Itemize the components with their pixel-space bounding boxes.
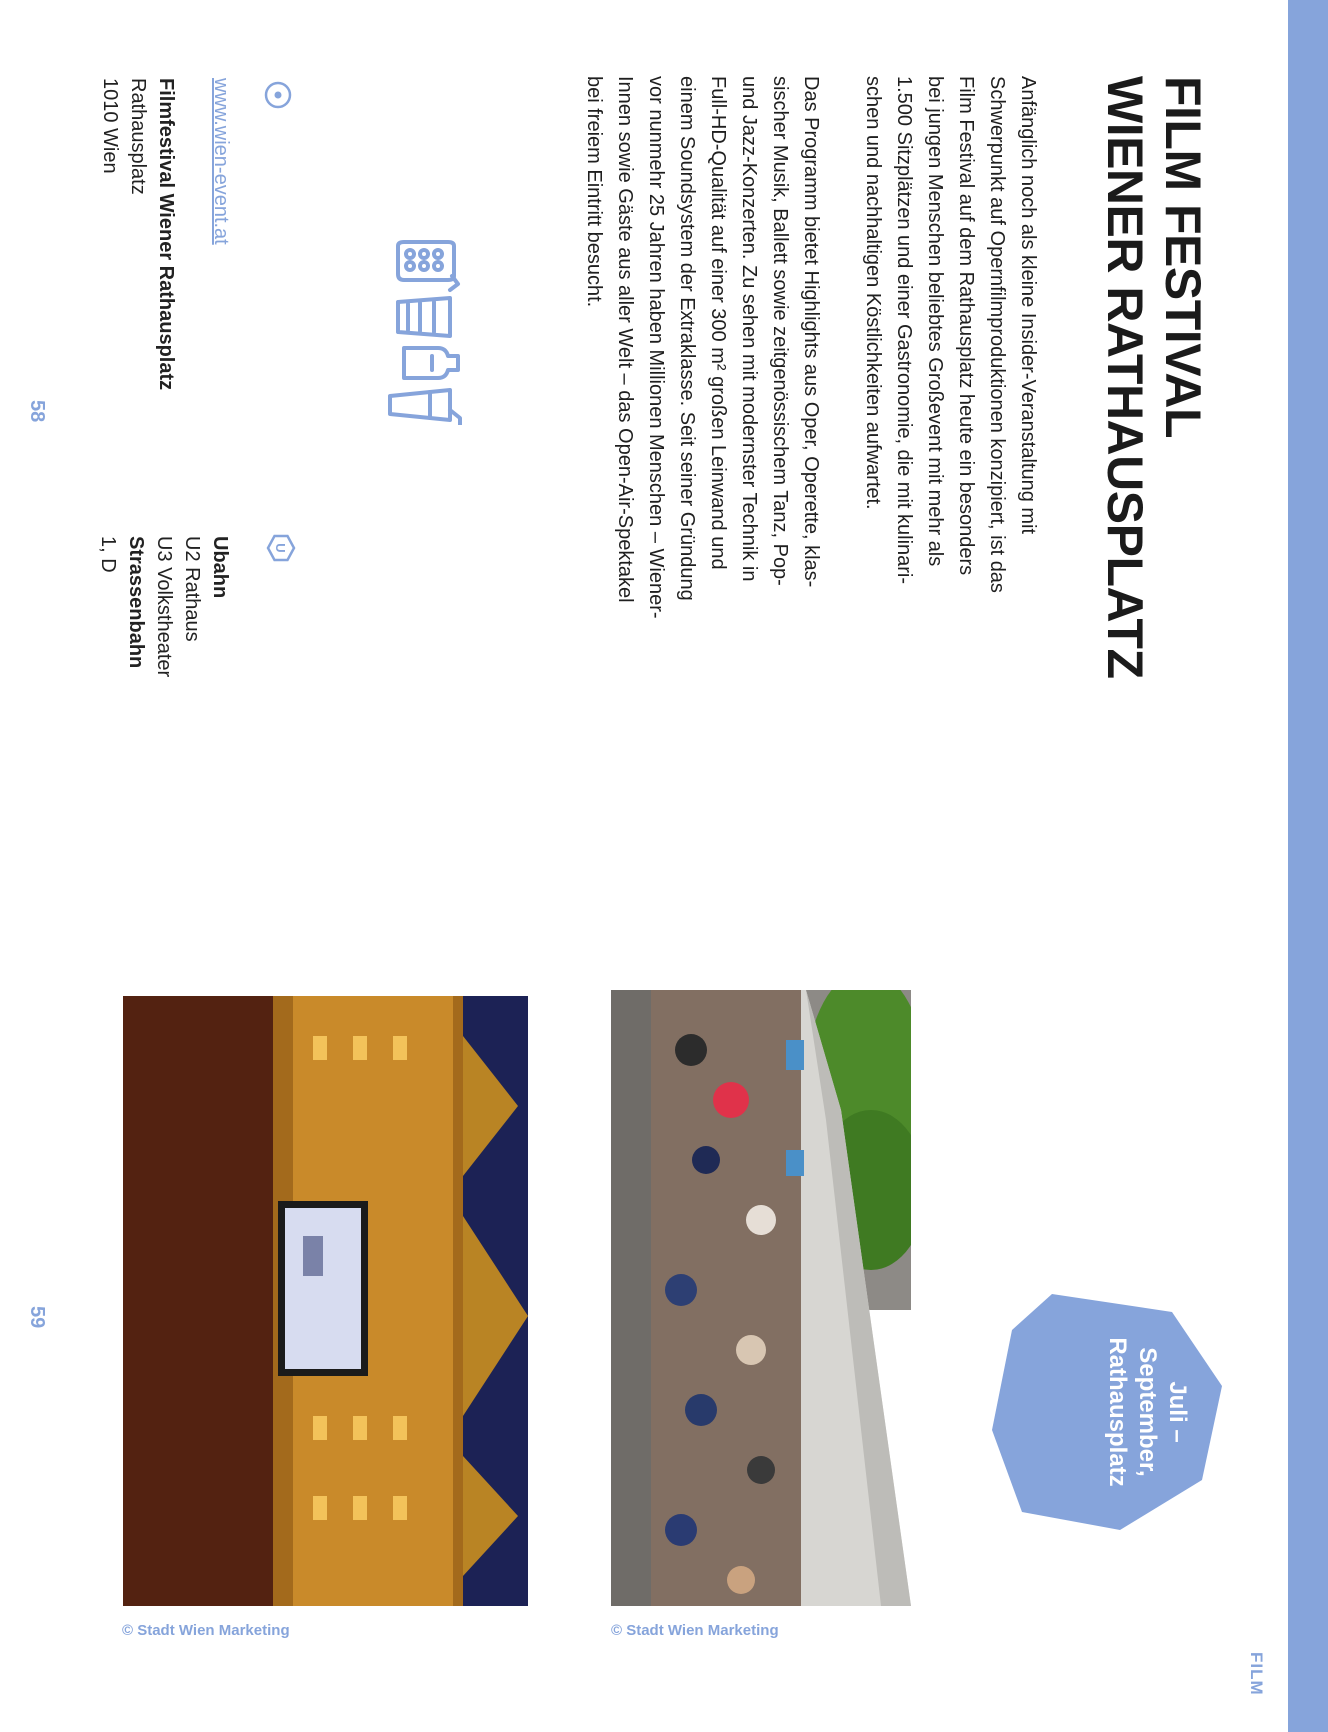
badge-line-1: Juli – bbox=[1164, 1381, 1191, 1443]
paragraph-line: Das Programm bietet Highlights aus Oper, Operette, klas- bbox=[800, 76, 822, 588]
location-icon bbox=[258, 80, 293, 110]
paragraph-line: Anfänglich noch als kleine Insider-Veranstaltung mit bbox=[1017, 76, 1039, 535]
svg-text:U: U bbox=[273, 543, 288, 553]
tram-lines: 1, D bbox=[97, 536, 119, 573]
paragraph-line: Full-HD-Qualität auf einer 300 m² großen Leinwand und bbox=[707, 76, 729, 570]
ubahn-line-1: U2 Rathaus bbox=[181, 536, 203, 642]
website-link[interactable]: www.wien-event.at bbox=[210, 78, 232, 245]
paragraph-line: bei freiem Eintritt besucht. bbox=[583, 76, 605, 308]
paragraph-line: Film Festival auf dem Rathausplatz heute ein besonders bbox=[955, 76, 977, 576]
night-photo-credit: © Stadt Wien Marketing bbox=[122, 1622, 290, 1639]
paragraph-line: vor nunmehr 25 Jahren haben Millionen Menschen – Wiener- bbox=[645, 76, 667, 619]
paragraph-line: 1.500 Sitzplätzen und einer Gastronomie, die mit kulinari- bbox=[893, 76, 915, 585]
badge-line-2: September, bbox=[1134, 1347, 1161, 1477]
page-number-right: 59 bbox=[26, 1306, 48, 1329]
paragraph-line: einem Soundsystem der Extraklasse. Seit seiner Gründung bbox=[676, 76, 698, 601]
section-sidebar bbox=[1288, 0, 1328, 1732]
address-street: Rathausplatz bbox=[127, 78, 149, 195]
section-label: FILM bbox=[1247, 1652, 1266, 1696]
title-line-1: FILM FESTIVAL bbox=[1155, 76, 1211, 438]
article-body bbox=[578, 76, 1043, 776]
ubahn-line-2: U3 Volkstheater bbox=[153, 536, 175, 678]
address-block bbox=[96, 78, 180, 390]
address-city: 1010 Wien bbox=[99, 78, 121, 174]
food-drink-icon bbox=[375, 240, 464, 425]
paragraph-1 bbox=[857, 76, 1043, 776]
crowd-photo-credit: © Stadt Wien Marketing bbox=[611, 1622, 779, 1639]
crowd-photo bbox=[611, 990, 911, 1606]
night-photo bbox=[123, 996, 528, 1606]
paragraph-line: Innen sowie Gäste aus aller Welt – das Open-Air-Spektakel bbox=[614, 76, 636, 603]
tram-label: Strassenbahn bbox=[125, 536, 147, 669]
paragraph-line: und Jazz-Konzerten. Zu sehen mit modernster Technik in bbox=[738, 76, 760, 582]
date-badge bbox=[992, 1290, 1222, 1530]
transit-block bbox=[94, 536, 234, 677]
title-line-2: WIENER RATHAUSPLATZ bbox=[1097, 76, 1153, 679]
page-number-left: 58 bbox=[26, 400, 48, 423]
ubahn-icon bbox=[261, 533, 296, 563]
article-title bbox=[1096, 76, 1212, 679]
paragraph-2 bbox=[578, 76, 826, 776]
ubahn-label: Ubahn bbox=[209, 536, 231, 599]
paragraph-line: bei jungen Menschen beliebtes Großevent mit mehr als bbox=[924, 76, 946, 567]
address-name: Filmfestival Wiener Rathausplatz bbox=[155, 78, 177, 391]
paragraph-line: schen und nachhaltigen Köstlichkeiten aufwartet. bbox=[862, 76, 884, 510]
paragraph-line: Schwerpunkt auf Opernfilmproduktionen konzipiert, ist das bbox=[986, 76, 1008, 593]
paragraph-line: sischer Musik, Ballett sowie zeitgenössischem Tanz, Pop- bbox=[769, 76, 791, 586]
badge-line-3: Rathausplatz bbox=[1104, 1337, 1131, 1487]
